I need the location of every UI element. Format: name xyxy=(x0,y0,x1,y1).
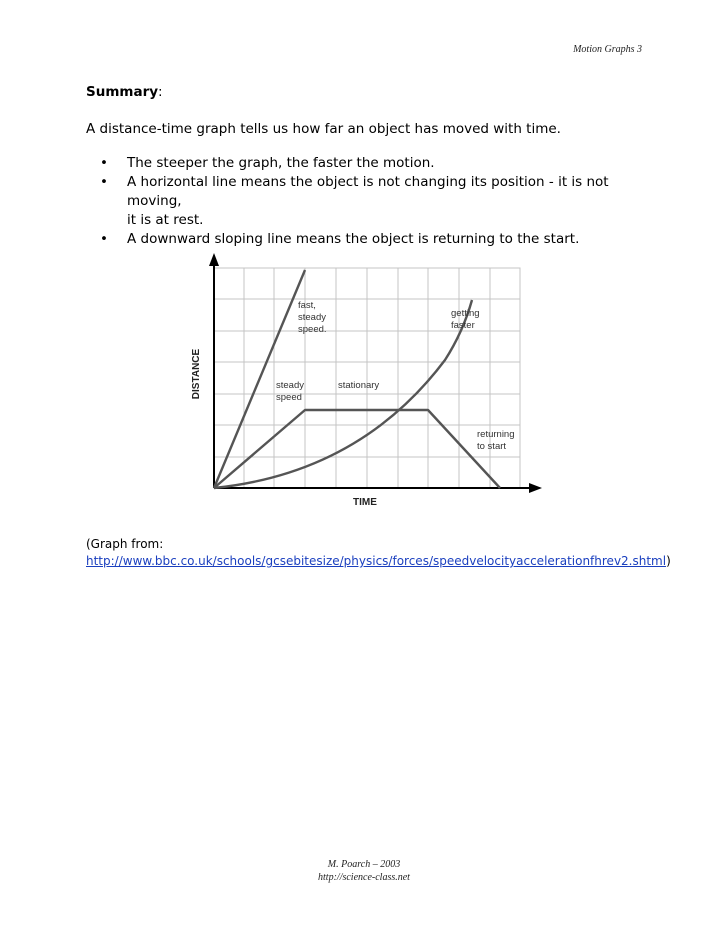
x-axis-arrow-icon xyxy=(529,483,542,493)
summary-heading xyxy=(86,84,163,100)
graph-source-link[interactable]: http://www.bbc.co.uk/schools/gcsebitesize/physics/forces/speedvelocityaccelerationfhrev2.shtml xyxy=(86,554,667,568)
graph-source xyxy=(86,536,671,570)
annotation-fast-line: fast, xyxy=(298,300,316,311)
intro-paragraph: A distance-time graph tells us how far an object has moved with time. xyxy=(86,121,561,137)
bullet-item xyxy=(86,173,646,230)
annotation-fast xyxy=(298,300,329,335)
summary-bullet-list xyxy=(86,154,646,249)
steady-stationary-returning-line xyxy=(214,410,500,488)
page-footer xyxy=(0,858,728,884)
annotation-fast-line: speed. xyxy=(298,324,327,335)
y-axis-label: DISTANCE xyxy=(191,348,202,400)
bullet-text: The steeper the graph, the faster the motion. xyxy=(127,155,435,171)
bullet-dot: • xyxy=(100,231,108,247)
annotation-returning xyxy=(477,429,517,452)
summary-heading-colon: : xyxy=(158,84,163,100)
footer-author: M. Poarch – 2003 xyxy=(327,859,401,870)
annotation-fast-line: steady xyxy=(298,312,326,323)
fast-steady-speed-line xyxy=(214,270,305,488)
annotation-getting-faster-line: getting xyxy=(451,308,480,319)
bullet-dot: • xyxy=(100,155,108,171)
graph-svg xyxy=(180,248,550,513)
bullet-item xyxy=(86,230,646,249)
annotation-steady-speed xyxy=(276,380,307,403)
annotation-returning-line: to start xyxy=(477,441,507,452)
graph-source-suffix: ) xyxy=(666,554,671,568)
annotation-steady-speed-line: speed xyxy=(276,392,302,403)
graph-source-line xyxy=(86,553,671,570)
y-axis-arrow-icon xyxy=(209,253,219,266)
bullet-text: A horizontal line means the object is not changing its position - it is not moving, xyxy=(127,174,609,209)
annotation-getting-faster xyxy=(451,308,482,331)
bullet-text: A downward sloping line means the object is returning to the start. xyxy=(127,231,580,247)
annotation-steady-speed-line: steady xyxy=(276,380,304,391)
annotation-returning-line: returning xyxy=(477,429,515,440)
bullet-text-continued: it is at rest. xyxy=(127,212,204,228)
bullet-dot: • xyxy=(100,174,108,190)
annotation-stationary: stationary xyxy=(338,380,380,391)
annotation-getting-faster-line: faster xyxy=(451,320,475,331)
footer-site: http://science-class.net xyxy=(318,872,410,883)
distance-time-graph xyxy=(180,248,550,513)
bullet-item xyxy=(86,154,646,173)
summary-heading-title: Summary xyxy=(86,84,159,100)
x-axis-label: TIME xyxy=(353,497,377,508)
page-header: Motion Graphs 3 xyxy=(573,44,642,55)
graph-source-prefix: (Graph from: xyxy=(86,537,164,551)
